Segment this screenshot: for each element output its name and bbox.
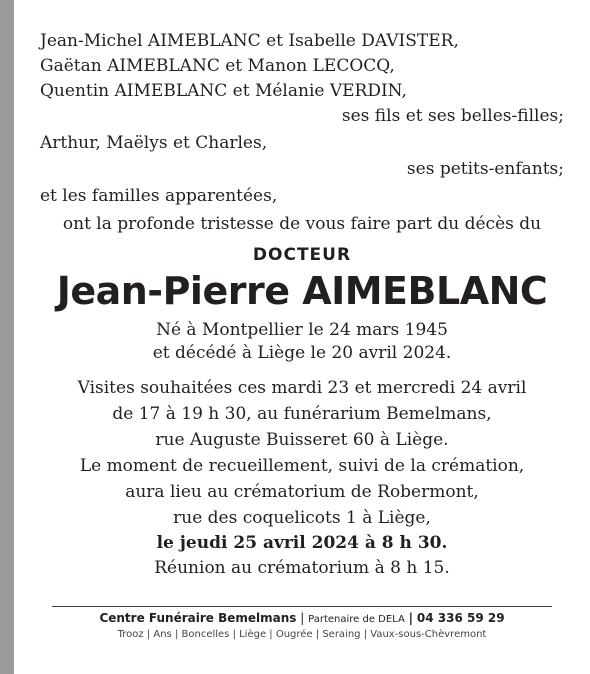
deceased-name: Jean-Pierre AIMEBLANC [56,269,548,313]
sons-role: ses fils et ses belles-filles; [341,106,564,126]
family-line-3: Quentin AIMEBLANC et Mélanie VERDIN, [40,81,407,101]
announcement: ont la profonde tristesse de vous faire part du décès du [62,214,542,234]
deceased-title: DOCTEUR [252,245,352,265]
grandchildren: Arthur, Maëlys et Charles, [40,133,268,153]
funeral-home-locations: Trooz | Ans | Boncelles | Liège | Ougrée | Seraing | Vaux-sous-Chèvremont [117,629,487,640]
ceremony-line-2: aura lieu au crématorium de Robermont, [125,482,479,502]
family-line-1: Jean-Michel AIMEBLANC et Isabelle DAVISTER, [40,31,459,51]
family-line-2: Gaëtan AIMEBLANC et Manon LECOCQ, [40,56,395,76]
footer-divider [52,606,552,607]
visit-line-2: de 17 à 19 h 30, au funérarium Bemelmans, [112,404,492,424]
partner-label: Partenaire de DELA [308,614,405,625]
funeral-home-line [14,611,590,627]
grandchildren-role: ses petits-enfants; [406,159,564,179]
ceremony-line-3: rue des coquelicots 1 à Liège, [173,508,431,528]
birth-info: Né à Montpellier le 24 mars 1945 [156,320,448,340]
reunion-info: Réunion au crématorium à 8 h 15. [154,558,450,578]
funeral-home-name: Centre Funéraire Bemelmans [99,611,297,625]
relatives: et les familles apparentées, [40,186,278,206]
death-info: et décédé à Liège le 20 avril 2024. [152,343,452,363]
phone-number: 04 336 59 29 [416,611,505,625]
ceremony-date: le jeudi 25 avril 2024 à 8 h 30. [156,533,448,553]
ceremony-line-1: Le moment de recueillement, suivi de la crémation, [79,456,525,476]
left-border-bar [0,0,14,674]
obituary-notice [14,0,590,674]
footer-separator: | [408,611,414,625]
visit-line-1: Visites souhaitées ces mardi 23 et mercredi 24 avril [77,378,527,398]
visit-line-3: rue Auguste Buisseret 60 à Liège. [155,430,449,450]
footer-separator: | [300,611,305,625]
